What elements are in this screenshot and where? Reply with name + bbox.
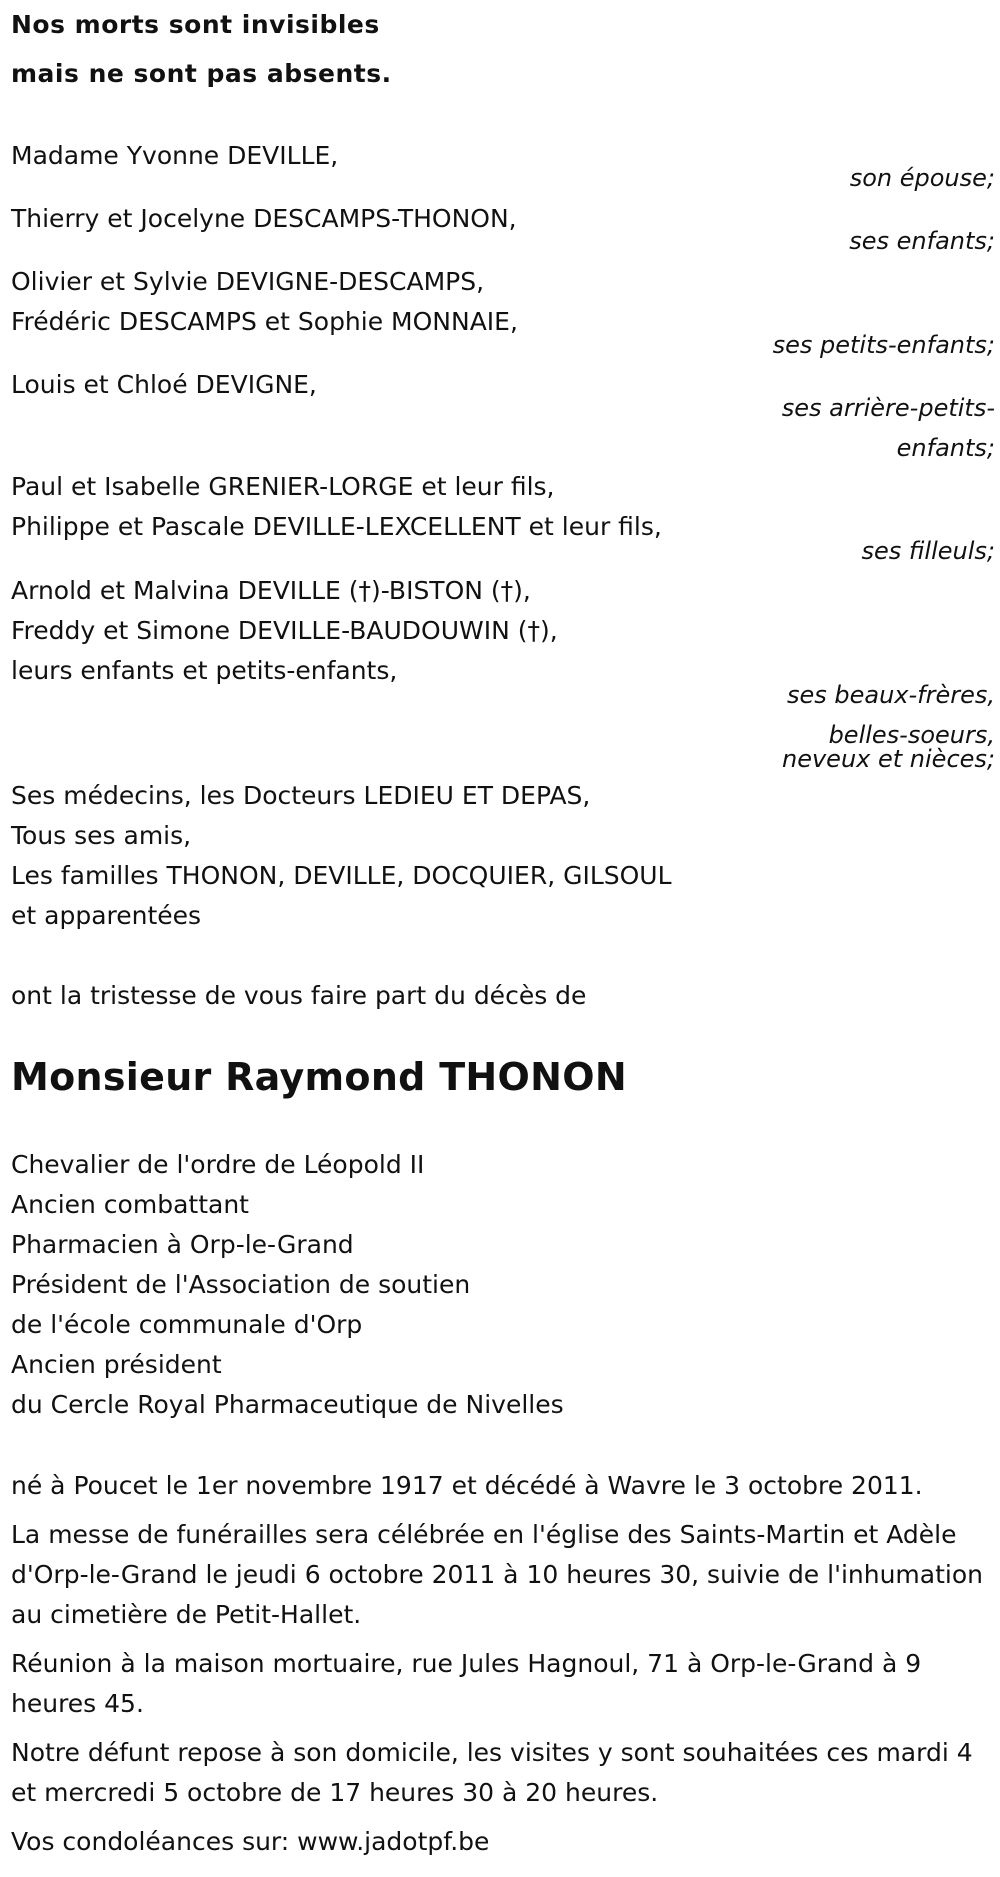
title-line-6: Ancien président xyxy=(11,1350,222,1379)
title-line-3: Pharmacien à Orp-le-Grand xyxy=(11,1230,354,1259)
others-line-1: Ses médecins, les Docteurs LEDIEU ET DEPAS, xyxy=(11,781,591,810)
role-grandchildren: ses petits-enfants; xyxy=(772,331,995,359)
family-inlaws-name-3: leurs enfants et petits-enfants, xyxy=(11,656,398,685)
family-children-name: Thierry et Jocelyne DESCAMPS-THONON, xyxy=(11,204,517,233)
title-line-7: du Cercle Royal Pharmaceutique de Nivelles xyxy=(11,1390,564,1419)
title-line-5: de l'école communale d'Orp xyxy=(11,1310,363,1339)
family-inlaws-name-1: Arnold et Malvina DEVILLE (†)-BISTON (†), xyxy=(11,576,531,605)
role-inlaws-3: neveux et nièces; xyxy=(782,745,995,773)
role-children: ses enfants; xyxy=(849,227,995,255)
quote-line-1: Nos morts sont invisibles xyxy=(11,10,380,39)
role-spouse: son épouse; xyxy=(849,164,995,192)
family-godchildren-name-1: Paul et Isabelle GRENIER-LORGE et leur fils, xyxy=(11,472,555,501)
others-line-4: et apparentées xyxy=(11,901,202,930)
title-line-4: Président de l'Association de soutien xyxy=(11,1270,471,1299)
family-grandchildren-name-2: Frédéric DESCAMPS et Sophie MONNAIE, xyxy=(11,307,518,336)
visits-text: Notre défunt repose à son domicile, les visites y sont souhaitées ces mardi 4 et mercredi 5 octobre de 17 heures 30 à 20 heures. xyxy=(11,1738,973,1807)
family-spouse-name: Madame Yvonne DEVILLE, xyxy=(11,141,339,170)
quote-line-2: mais ne sont pas absents. xyxy=(11,59,392,88)
family-inlaws-name-2: Freddy et Simone DEVILLE-BAUDOUWIN (†), xyxy=(11,616,558,645)
role-great-grandchildren-1: ses arrière-petits- xyxy=(781,394,995,422)
family-grandchildren-name-1: Olivier et Sylvie DEVIGNE-DESCAMPS, xyxy=(11,267,485,296)
title-line-2: Ancien combattant xyxy=(11,1190,249,1219)
funeral-text: La messe de funérailles sera célébrée en l'église des Saints-Martin et Adèle d'Orp-le-Grand le jeudi 6 octobre 2011 à 10 heures 30, suivie de l'inhumation au cimetière de Petit-Hallet. xyxy=(11,1520,983,1629)
role-godchildren: ses filleuls; xyxy=(861,537,995,565)
announcement: ont la tristesse de vous faire part du décès de xyxy=(11,981,587,1010)
role-great-grandchildren-2: enfants; xyxy=(896,434,995,462)
deceased-name: Monsieur Raymond THONON xyxy=(11,1055,627,1099)
others-line-3: Les familles THONON, DEVILLE, DOCQUIER, GILSOUL xyxy=(11,861,672,890)
condolences-text: Vos condoléances sur: www.jadotpf.be xyxy=(11,1827,490,1856)
family-great-grandchildren-name: Louis et Chloé DEVIGNE, xyxy=(11,370,317,399)
role-inlaws-2: belles-soeurs, xyxy=(828,721,995,749)
role-inlaws-1: ses beaux-frères, xyxy=(786,681,995,709)
meeting-text: Réunion à la maison mortuaire, rue Jules Hagnoul, 71 à Orp-le-Grand à 9 heures 45. xyxy=(11,1649,922,1718)
family-godchildren-name-2: Philippe et Pascale DEVILLE-LEXCELLENT et leur fils, xyxy=(11,512,662,541)
others-line-2: Tous ses amis, xyxy=(11,821,192,850)
title-line-1: Chevalier de l'ordre de Léopold II xyxy=(11,1150,425,1179)
birth-death-text: né à Poucet le 1er novembre 1917 et décédé à Wavre le 3 octobre 2011. xyxy=(11,1471,923,1500)
